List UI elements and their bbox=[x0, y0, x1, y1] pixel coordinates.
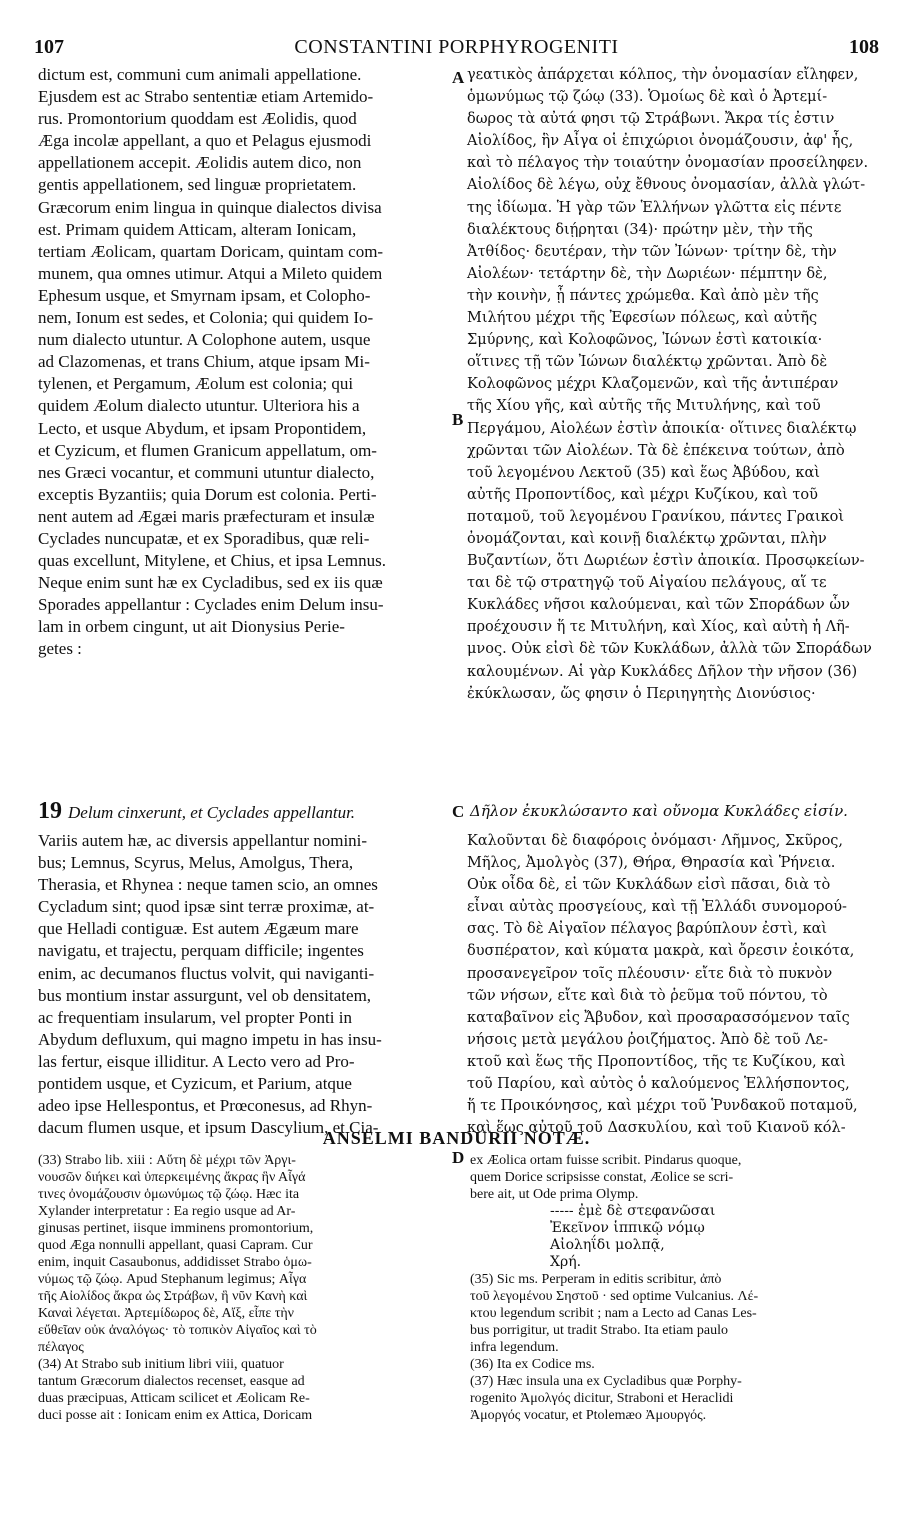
text-line: Κυκλάδες νῆσοι καλούμεναι, καὶ τῶν Σποράδων ὧν bbox=[467, 597, 850, 614]
text-line: αὐτῆς Προποντίδος, καὶ μέχρι Κυζίκου, καὶ τοῦ bbox=[467, 486, 818, 503]
text-line: ἐκύκλωσαν, ὥς φησιν ὁ Περιηγητὴς Διονύσιος· bbox=[467, 685, 816, 702]
text-line: Κολοφῶνος μέχρι Κλαζομενῶν, καὶ τῆς ἀντιπέραν bbox=[467, 376, 839, 393]
text-line: ----- ἐμὲ δὲ στεφανῶσαι bbox=[550, 1203, 716, 1219]
text-line: appellationem accepit. Æolidis autem dico, non bbox=[38, 153, 362, 173]
text-line: καὶ ἕως αὐτοῦ τοῦ Δασκυλίου, καὶ τοῦ Κιανοῦ κόλ- bbox=[467, 1120, 846, 1137]
running-title: CONSTANTINI PORPHYROGENITI bbox=[294, 36, 619, 58]
page-number-right: 108 bbox=[849, 36, 879, 58]
page-number-left: 107 bbox=[34, 36, 64, 58]
text-line: Μιλήτου μέχρι τῆς Ἐφεσίων πόλεως, καὶ αὐτῆς bbox=[467, 310, 818, 327]
text-line: tantum Græcorum dialectos recenset, easque ad bbox=[38, 1374, 305, 1389]
text-line: μνος. Οὐκ εἰσὶ δὲ τῶν Κυκλάδων, ἀλλὰ τῶν Σποράδων bbox=[467, 641, 872, 658]
text-line: Ἀτθίδος· δευτέραν, τὴν τῶν Ἰώνων· τρίτην δὲ, τὴν bbox=[467, 243, 837, 260]
text-line: τῶν νήσων, εἴτε καὶ διὰ τὸ ῥεῦμα τοῦ πόντου, τὸ bbox=[467, 987, 828, 1004]
text-line: tertiam Æolicam, quartam Doricam, quintam com- bbox=[38, 241, 384, 261]
text-line: ἥ τε Προικόνησος, καὶ μέχρι τοῦ Ῥυνδακοῦ ποταμοῦ, bbox=[467, 1098, 858, 1115]
text-line: κτοῦ καὶ ἕως τῆς Προποντίδος, τῆς τε Κυζίκου, καὶ bbox=[467, 1053, 846, 1070]
text-line: quod Æga nonnulli appellant, quasi Capram. Cur bbox=[38, 1238, 313, 1253]
text-line: σας. Τὸ δὲ Αἰγαῖον πέλαγος βαρύπλουν ἐστὶ, καὶ bbox=[467, 921, 828, 938]
text-line: Σμύρνης, καὶ Κολοφῶνος, Ἰώνων ἐστὶ κατοικία· bbox=[467, 332, 823, 349]
text-line: τινες ὀνομάζουσιν ὁμωνύμως τῷ ζώῳ. Hæc ita bbox=[38, 1187, 300, 1202]
text-line: pontidem usque, et Cyzicum, et Parium, atque bbox=[38, 1074, 352, 1094]
notes-right-part-b bbox=[470, 1271, 880, 1424]
margin-letter-c: C bbox=[452, 802, 465, 821]
text-line: Ἐκεῖνον ἱππικῷ νόμῳ bbox=[550, 1220, 705, 1236]
notes-title: ANSELMI BANDURII NOTÆ. bbox=[322, 1128, 591, 1148]
text-line: Abydum defluxum, qui magno impetu in has insu- bbox=[38, 1029, 382, 1049]
text-line: (37) Hæc insula una ex Cycladibus quæ Porphy- bbox=[470, 1374, 742, 1389]
text-line: adeo ipse Hellespontus, et Prœconesus, ad Rhyn- bbox=[38, 1096, 373, 1116]
text-line: ὀνομάζονται, καὶ κοινῇ διαλέκτῳ χρῶνται, πλὴν bbox=[467, 530, 827, 547]
text-line: quas excellunt, Mitylene, et Chius, et ipsa Lemnus. bbox=[38, 551, 386, 571]
text-line: (36) Ita ex Codice ms. bbox=[470, 1357, 595, 1372]
text-line: κτου legendum scribit ; nam a Lecto ad Canas Les- bbox=[470, 1306, 757, 1321]
section-number: 19 bbox=[38, 798, 62, 824]
text-line: et Cyzicum, et flumen Granicum appellatum, om- bbox=[38, 440, 377, 460]
verse-quote bbox=[470, 1203, 880, 1271]
text-line: Græcorum enim lingua in quinque dialectos divisa bbox=[38, 197, 382, 217]
text-line: εὔθεῖαν οὐκ ἀναλόγως· τὸ τοπικὸν Αἰγαῖος καὶ τὸ bbox=[38, 1323, 317, 1338]
text-line: dacum flumen usque, et ipsum Dascylium, et Cia- bbox=[38, 1118, 379, 1138]
text-line: Cyclades nuncupatæ, et ex Sporadibus, quæ reli- bbox=[38, 528, 370, 548]
text-line: bus; Lemnus, Scyrus, Melus, Amolgus, Thera, bbox=[38, 853, 354, 873]
text-line: Αἰολίδος, ἣν Αἶγα οἱ ἐπιχώριοι ὀνομάζουσιν, ἀφ' ἧς, bbox=[467, 133, 854, 150]
greek-column-top bbox=[467, 64, 881, 705]
text-line: νήσοις μετὰ μεγάλου ῥοιζήματος. Ἀπὸ δὲ τοῦ Λε- bbox=[467, 1031, 828, 1048]
text-line: ται δὲ τῷ στρατηγῷ τοῦ Αἰγαίου πελάγους, αἵ τε bbox=[467, 575, 827, 592]
text-line: καλουμένων. Αἱ γὰρ Κυκλάδες Δῆλον τὴν νῆσον (36) bbox=[467, 663, 858, 680]
text-line: εἶναι αὐτὰς προσγείους, καὶ τῇ Ἑλλάδι συνομορού- bbox=[467, 899, 847, 916]
text-line: las fertur, eisque illiditur. A Lecto vero ad Pro- bbox=[38, 1051, 355, 1071]
text-line: της ἰδίωμα. Ἡ γὰρ τῶν Ἑλλήνων γλῶττα εἰς πέντε bbox=[467, 199, 842, 216]
text-line: Ἀμοργός vocatur, et Ptolemæo Ἀμουργός. bbox=[470, 1408, 707, 1423]
text-line: rus. Promontorium quoddam est Æolidis, quod bbox=[38, 109, 357, 129]
text-line: διαλέκτους διῄρηται (34)· πρώτην μὲν, τὴν τῆς bbox=[467, 221, 813, 238]
text-line: δυσπέρατον, καὶ κύματα μακρὰ, καὶ ὄρεσιν ἐοικότα, bbox=[467, 943, 855, 960]
text-line: νύμως τῷ ζώῳ. Apud Stephanum legimus; Αἶγα bbox=[38, 1272, 307, 1287]
section-heading-latin bbox=[38, 798, 448, 825]
text-line: bus montium instar assurgunt, vel ob densitatem, bbox=[38, 985, 372, 1005]
text-line: infra legendum. bbox=[470, 1340, 559, 1355]
text-line: Βυζαντίων, ὅτι Δωριέων ἐστὶν ἀποικία. Προσῳκείων- bbox=[467, 553, 865, 570]
text-line: lam in orbem cingunt, ut ait Dionysius Perie- bbox=[38, 617, 345, 637]
text-line: Æga incolæ appellant, a quo et Pelagus ejusmodi bbox=[38, 131, 372, 151]
text-line: καταβαῖνον εἰς Ἄβυδον, καὶ προσαρασσόμενον ταῖς bbox=[467, 1009, 850, 1026]
text-line: τοῦ Παρίου, καὶ αὐτὸς ὁ καλούμενος Ἑλλήσποντος, bbox=[467, 1076, 850, 1093]
text-line: getes : bbox=[38, 639, 82, 659]
text-line: exceptis Byzantiis; quia Dorum est colonia. Perti- bbox=[38, 484, 377, 504]
text-line: munem, qua omnes utimur. Atqui a Mileto quidem bbox=[38, 263, 383, 283]
text-line: νουσῶν διήκει καὶ ὑπερκειμένης ἄκρας ἣν Αἶγά bbox=[38, 1170, 306, 1185]
text-line: Sporades appellantur : Cyclades enim Delum insu- bbox=[38, 595, 384, 615]
notes-right-part-a bbox=[470, 1152, 880, 1203]
section-heading-greek: Δῆλον ἐκυκλώσαντο καὶ οὔνομα Κυκλάδες εἰσίν. bbox=[470, 802, 848, 820]
text-line: duas præcipuas, Atticam scilicet et Æolicam Re- bbox=[38, 1391, 310, 1406]
text-line: Οὐκ οἶδα δὲ, εἰ τῶν Κυκλάδων εἰσὶ πᾶσαι, διὰ τὸ bbox=[467, 877, 831, 894]
text-line: τῆς Χίου γῆς, καὶ αὐτῆς τῆς Μιτυλήνης, καὶ τοῦ bbox=[467, 398, 821, 415]
text-line: τοῦ λεγομένου Σηστοῦ · sed optime Vulcanius. Λέ- bbox=[470, 1289, 759, 1304]
text-line: ποταμοῦ, τοῦ λεγομένου Γρανίκου, πάντες Γραικοὶ bbox=[467, 508, 845, 525]
text-line: (34) At Strabo sub initium libri viii, quatuor bbox=[38, 1357, 284, 1372]
text-line: quem Dorice scripsisse constat, Æolice se scri- bbox=[470, 1170, 734, 1185]
text-line: ex Æolica ortam fuisse scribit. Pindarus quoque, bbox=[470, 1153, 742, 1168]
text-line: Χρή. bbox=[550, 1254, 582, 1270]
text-line: προέχουσιν ἥ τε Μιτυλήνη, καὶ Χίος, καὶ αὐτὴ ἡ Λῆ- bbox=[467, 619, 850, 636]
text-line: πέλαγος bbox=[38, 1340, 84, 1355]
text-line: Αἰοληΐδι μολπᾷ, bbox=[550, 1237, 665, 1253]
text-line: Αἰολίδος δὲ λέγω, οὐχ ἔθνους ὀνομασίαν, ἀλλὰ γλώτ- bbox=[467, 177, 866, 194]
text-line: que Helladi contiguæ. Est autem Ægæum mare bbox=[38, 919, 359, 939]
notes-right-column bbox=[470, 1152, 880, 1424]
text-line: καὶ τὸ πέλαγος τὴν τοιαύτην ὀνομασίαν προσείληφεν. bbox=[467, 155, 869, 172]
text-line: Αἰολέων· τετάρτην δὲ, τὴν Δωριέων· πέμπτην δὲ, bbox=[467, 265, 828, 282]
text-line: Therasia, et Rhynea : neque tamen scio, an omnes bbox=[38, 875, 378, 895]
text-line: οἵτινες τῇ τῶν Ἰώνων διαλέκτῳ χρῶνται. Ἀπὸ δὲ bbox=[467, 354, 828, 371]
text-line: tylenen, et Pergamum, Æolum est colonia; qui bbox=[38, 374, 354, 394]
text-line: (33) Strabo lib. xiii : Αὕτη δὲ μέχρι τῶν Ἀργι- bbox=[38, 1153, 296, 1168]
text-line: bus porrigitur, ut tradit Strabo. Ita etiam paulo bbox=[470, 1323, 728, 1338]
text-line: nent autem ad Ægæi maris præfecturam et insulæ bbox=[38, 506, 375, 526]
text-line: Variis autem hæ, ac diversis appellantur nomini- bbox=[38, 831, 368, 850]
text-line: rogenito Ἀμολγός dicitur, Straboni et Heraclidi bbox=[470, 1391, 734, 1406]
text-line: (35) Sic ms. Perperam in editis scribitur, ἀπὸ bbox=[470, 1272, 722, 1287]
text-line: quidem Æolum dialecto utuntur. Ulteriora his a bbox=[38, 396, 360, 416]
text-line: enim, ac decumanos fluctus volvit, qui naviganti- bbox=[38, 963, 375, 983]
text-line: navigatu, et trajectu, perquam difficile; ingentes bbox=[38, 941, 364, 961]
text-line: est. Primam quidem Atticam, alteram Ionicam, bbox=[38, 219, 357, 239]
text-line: τὴν κοινὴν, ᾗ πάντες χρώμεθα. Καὶ ἀπὸ μὲν τῆς bbox=[467, 287, 819, 304]
text-line: Neque enim sunt hæ ex Cycladibus, sed ex iis quæ bbox=[38, 573, 383, 593]
text-line: Cycladum sint; quod ipsæ sint terræ proximæ, at- bbox=[38, 897, 375, 917]
text-line: ac frequentiam insularum, vel propter Ponti in bbox=[38, 1007, 352, 1027]
margin-letter-d: D bbox=[452, 1148, 465, 1167]
text-line: Lecto, et usque Abydum, et ipsam Propontidem, bbox=[38, 418, 367, 438]
text-line: nes Græci vocantur, et communi utuntur dialecto, bbox=[38, 462, 375, 482]
text-line: Καναὶ λέγεται. Ἀρτεμίδωρος δὲ, Αἴξ, εἶπε τὴν bbox=[38, 1306, 294, 1321]
text-line: ginusas pertinet, iisque imminens promontorium, bbox=[38, 1221, 314, 1236]
text-line: Ephesum usque, et Smyrnam ipsam, et Colopho- bbox=[38, 285, 371, 305]
text-line: τῆς Αἰολίδος ἄκρα ὡς Στράβων, ἣ νῦν Κανὴ καὶ bbox=[38, 1289, 308, 1304]
margin-letter-b: B bbox=[452, 410, 464, 429]
page-header bbox=[34, 22, 879, 58]
text-line: προσανεγεῖρον τοῖς πλέουσιν· εἴτε διὰ τὸ πυκνὸν bbox=[467, 965, 833, 982]
text-line: Xylander interpretatur : Ea regio usque ad Ar- bbox=[38, 1204, 296, 1219]
latin-column-top bbox=[38, 64, 442, 661]
text-line: bere ait, ut Ode prima Olymp. bbox=[470, 1187, 639, 1202]
text-line: enim, inquit Casaubonus, addidisset Strabo ὁμω- bbox=[38, 1255, 312, 1270]
section-title-latin: Delum cinxerunt, et Cyclades appellantur. bbox=[68, 803, 356, 822]
text-line: Μῆλος, Ἀμολγὸς (37), Θήρα, Θηρασία καὶ Ῥήνεια. bbox=[467, 855, 836, 872]
text-line: ad Clazomenas, et trans Chium, atque ipsam Mi- bbox=[38, 352, 370, 372]
text-line: nem, Ionum est sedes, et Colonia; qui quidem Io- bbox=[38, 308, 374, 328]
text-line: Περγάμου, Αἰολέων ἐστὶν ἀποικία· οἵτινες διαλέκτῳ bbox=[467, 420, 857, 437]
text-line: ὁμωνύμως τῷ ζώῳ (33). Ὁμοίως δὲ καὶ ὁ Ἀρτεμί- bbox=[467, 89, 828, 106]
text-line: Ejusdem est ac Strabo sententiæ etiam Artemido- bbox=[38, 87, 374, 107]
text-line: δωρος τὰ αὐτά φησι τῷ Στράβωνι. Ἄκρα τίς ἐστιν bbox=[467, 111, 835, 128]
text-line: num dialecto utuntur. A Colophone autem, usque bbox=[38, 330, 371, 350]
text-line: duci posse ait : Ionicam enim ex Attica, Doricam bbox=[38, 1408, 313, 1423]
margin-letter-a: A bbox=[452, 68, 465, 87]
text-line: τοῦ λεγομένου Λεκτοῦ (35) καὶ ἕως Ἀβύδου, καὶ bbox=[467, 464, 820, 481]
text-line: χρῶνται τῶν Αἰολέων. Τὰ δὲ ἐπέκεινα τούτων, ἀπὸ bbox=[467, 442, 845, 459]
text-line: γεατικὸς ἀπάρχεται κόλπος, τὴν ὀνομασίαν εἴληφεν, bbox=[467, 67, 859, 83]
text-line: dictum est, communi cum animali appellatione. bbox=[38, 65, 362, 84]
greek-column-bottom bbox=[467, 830, 881, 1139]
text-line: gentis appellationem, sed linguæ proprietatem. bbox=[38, 175, 357, 195]
notes-left-column bbox=[38, 1152, 440, 1424]
text-line: Καλοῦνται δὲ διαφόροις ὀνόμασι· Λῆμνος, Σκῦρος, bbox=[467, 833, 844, 849]
latin-column-bottom bbox=[38, 830, 442, 1139]
